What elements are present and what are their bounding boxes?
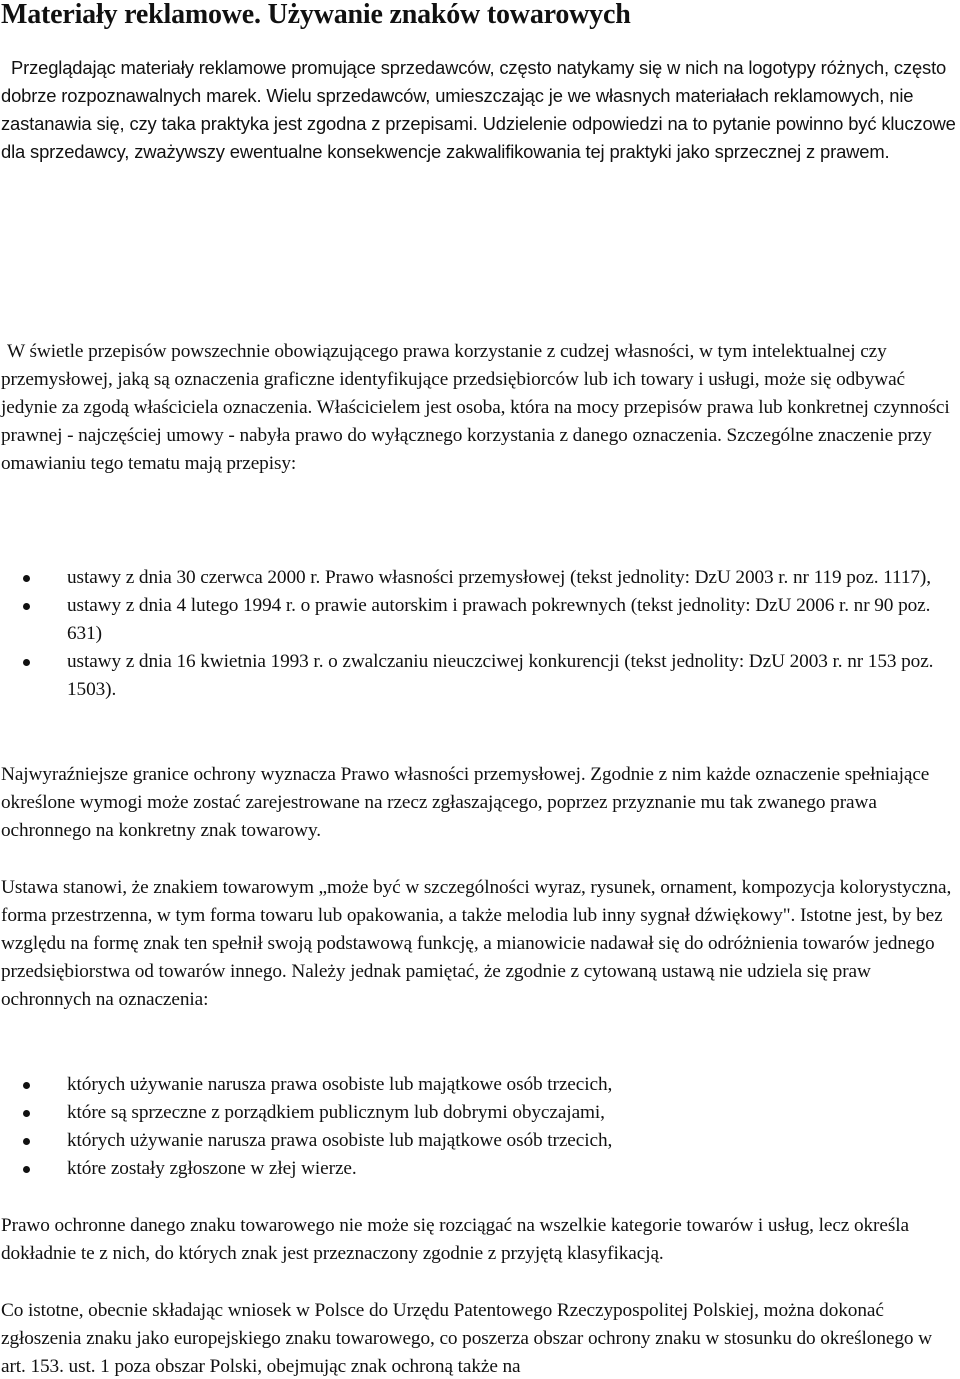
bullet-icon <box>23 1110 30 1117</box>
list-item <box>1 1127 959 1155</box>
list-item-text: które zostały zgłoszone w złej wierze. <box>67 1158 357 1179</box>
bullet-icon <box>23 575 30 582</box>
article-title: Materiały reklamowe. Używanie znaków towarowych <box>1 0 631 30</box>
bullet-icon <box>23 1138 30 1145</box>
bullet-icon <box>23 1082 30 1089</box>
list-item <box>1 648 959 704</box>
list-item <box>1 1155 959 1183</box>
list-item-text: ustawy z dnia 30 czerwca 2000 r. Prawo własności przemysłowej (tekst jednolity: DzU 2003 r. nr 119 poz. 1117), <box>67 567 931 588</box>
list-item-text: których używanie narusza prawa osobiste lub majątkowe osób trzecich, <box>67 1130 613 1151</box>
list-item <box>1 564 959 592</box>
laws-list <box>1 564 959 704</box>
list-item-text: ustawy z dnia 16 kwietnia 1993 r. o zwalczaniu nieuczciwej konkurencji (tekst jednolity: DzU 2003 r. nr 153 poz. 1503). <box>67 651 934 700</box>
bullet-icon <box>23 603 30 610</box>
bullet-icon <box>23 659 30 666</box>
europe-paragraph: Co istotne, obecnie składając wniosek w Polsce do Urzędu Patentowego Rzeczypospolitej Polskiej, można dokonać zgłoszenia znaku jako europejskiego znaku towarowego, co poszerza obszar ochrony znaku w stosunku do określonego w art. 153. ust. 1 poza obszar Polski, obejmując znak ochroną także na <box>1 1300 932 1377</box>
scope-paragraph: Prawo ochronne danego znaku towarowego nie może się rozciągać na wszelkie kategorie towarów i usług, lecz określa dokładnie te z nich, do których znak jest przeznaczony zgodnie z przyjętą klasyfikacją. <box>1 1215 909 1264</box>
list-item-text: których używanie narusza prawa osobiste lub majątkowe osób trzecich, <box>67 1074 613 1095</box>
list-item-text: ustawy z dnia 4 lutego 1994 r. o prawie autorskim i prawach pokrewnych (tekst jednolity: DzU 2006 r. nr 90 poz. 631) <box>67 595 931 644</box>
list-item <box>1 1071 959 1099</box>
bullet-icon <box>23 1166 30 1173</box>
protection-paragraph: Najwyraźniejsze granice ochrony wyznacza Prawo własności przemysłowej. Zgodnie z nim każde oznaczenie spełniające określone wymogi może zostać zarejestrowane na rzecz zgłaszającego, poprzez przyznanie mu tak zwanego prawa ochronnego na konkretny znak towarowy. <box>1 764 930 841</box>
intro-paragraph: Przeglądając materiały reklamowe promujące sprzedawców, często natykamy się w nich na logotypy różnych, często dobrze rozpoznawalnych marek. Wielu sprzedawców, umieszczając je we własnych materiałach reklamowych, nie zastanawia się, czy taka praktyka jest zgodna z przepisami. Udzielenie odpowiedzi na to pytanie powinno być kluczowe dla sprzedawcy, zważywszy ewentualne konsekwencje zakwalifikowania tej praktyki jako sprzecznej z prawem. <box>1 57 956 162</box>
list-item-text: które są sprzeczne z porządkiem publicznym lub dobrymi obyczajami, <box>67 1102 605 1123</box>
list-item <box>1 592 959 648</box>
list-item <box>1 1099 959 1127</box>
law-paragraph: W świetle przepisów powszechnie obowiązującego prawa korzystanie z cudzej własności, w tym intelektualnej czy przemysłowej, jaką są oznaczenia graficzne identyfikujące przedsiębiorców lub ich towary i usługi, może się odbywać jedynie za zgodą właściciela oznaczenia. Właścicielem jest osoba, która na mocy przepisów prawa lub konkretnej czynności prawnej - najczęściej umowy - nabyła prawo do wyłącznego korzystania z danego oznaczenia. Szczególne znaczenie przy omawianiu tego tematu mają przepisy: <box>1 341 950 474</box>
definition-paragraph: Ustawa stanowi, że znakiem towarowym „może być w szczególności wyraz, rysunek, ornament, kompozycja kolorystyczna, forma przestrzenna, w tym forma towaru lub opakowania, a także melodia lub inny sygnał dźwiękowy". Istotne jest, by bez względu na formę znak ten spełnił swoją podstawową funkcję, a mianowicie nadawał się do odróżnienia towarów jednego przedsiębiorstwa od towarów innego. Należy jednak pamiętać, że zgodnie z cytowaną ustawą nie udziela się praw ochronnych na oznaczenia: <box>1 877 952 1010</box>
exclusions-list <box>1 1071 959 1183</box>
